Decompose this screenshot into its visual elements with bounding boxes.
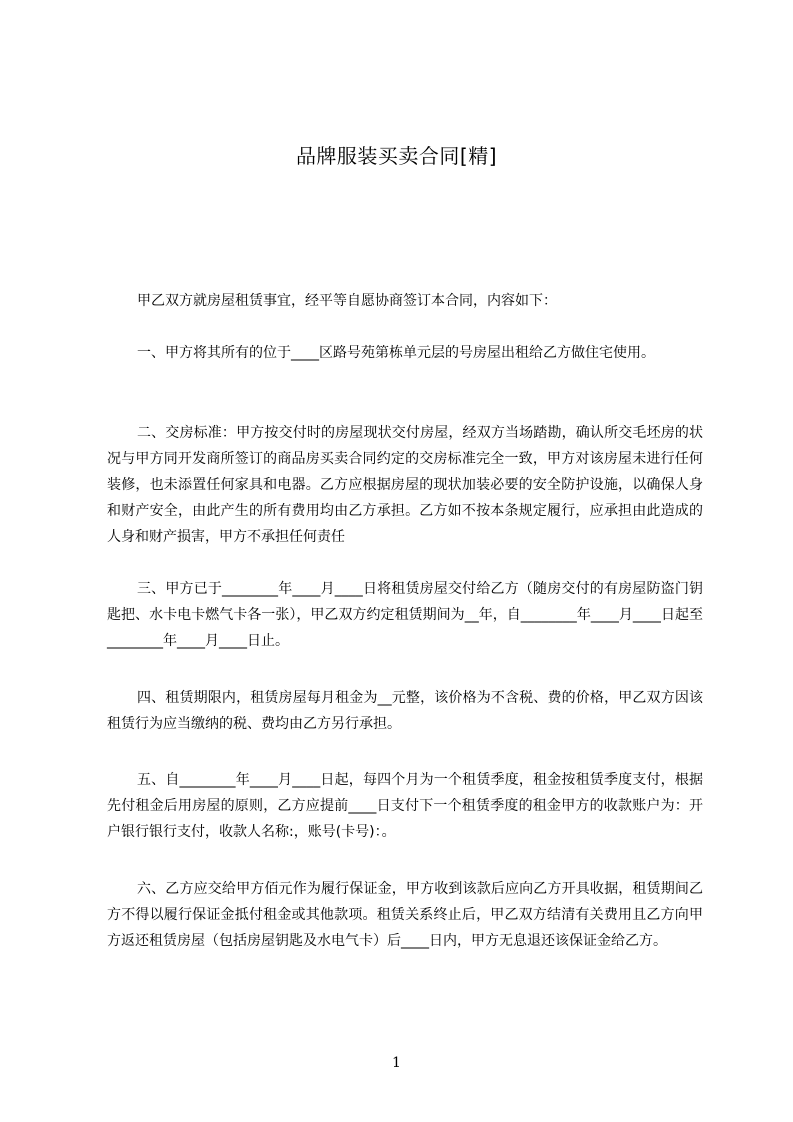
paragraph-clause-5: 五、自________年____月____日起，每四个月为一个租赁季度，租金按租赁季度支付，根据先付租金后用房屋的原则，乙方应提前____日支付下一个租赁季度的租金甲方的收款账户为：开户银行银行支付，收款人名称:，账号(卡号)：。	[107, 772, 703, 840]
paragraph-clause-6: 六、乙方应交给甲方佰元作为履行保证金，甲方收到该款后应向乙方开具收据，租赁期间乙方不得以履行保证金抵付租金或其他款项。租赁关系终止后，甲乙双方结清有关费用且乙方向甲方返还租赁房屋（包括房屋钥匙及水电气卡）后____日内，甲方无息退还该保证金给乙方。	[107, 881, 703, 949]
document-title: 品牌服装买卖合同[精]	[295, 144, 498, 168]
paragraph-clause-2: 二、交房标准：甲方按交付时的房屋现状交付房屋，经双方当场踏勘，确认所交毛坯房的状况与甲方同开发商所签订的商品房买卖合同约定的交房标准完全一致，甲方对该房屋未进行任何装修，也未添置任何家具和电器。乙方应根据房屋的现状加装必要的安全防护设施，以确保人身和财产安全，由此产生的所有费用均由乙方承担。乙方如不按本条规定履行，应承担由此造成的人身和财产损害，甲方不承担任何责任	[107, 425, 703, 545]
paragraph-clause-1: 一、甲方将其所有的位于____区路号苑第栋单元层的号房屋出租给乙方做住宅使用。	[137, 345, 655, 361]
paragraph-clause-3: 三、甲方已于________年____月____日将租赁房屋交付给乙方（随房交付的有房屋防盗门钥匙把、水卡电卡燃气卡各一张），甲乙双方约定租赁期间为__年，自________年____月____日起至________年____月____日止。	[107, 581, 703, 649]
paragraph-clause-4: 四、租赁期限内，租赁房屋每月租金为__元整，该价格为不含税、费的价格，甲乙双方因该租赁行为应当缴纳的税、费均由乙方另行承担。	[107, 690, 703, 732]
paragraph-intro: 甲乙双方就房屋租赁事宜，经平等自愿协商签订本合同，内容如下：	[137, 293, 557, 309]
page-number: 1	[392, 1055, 401, 1071]
